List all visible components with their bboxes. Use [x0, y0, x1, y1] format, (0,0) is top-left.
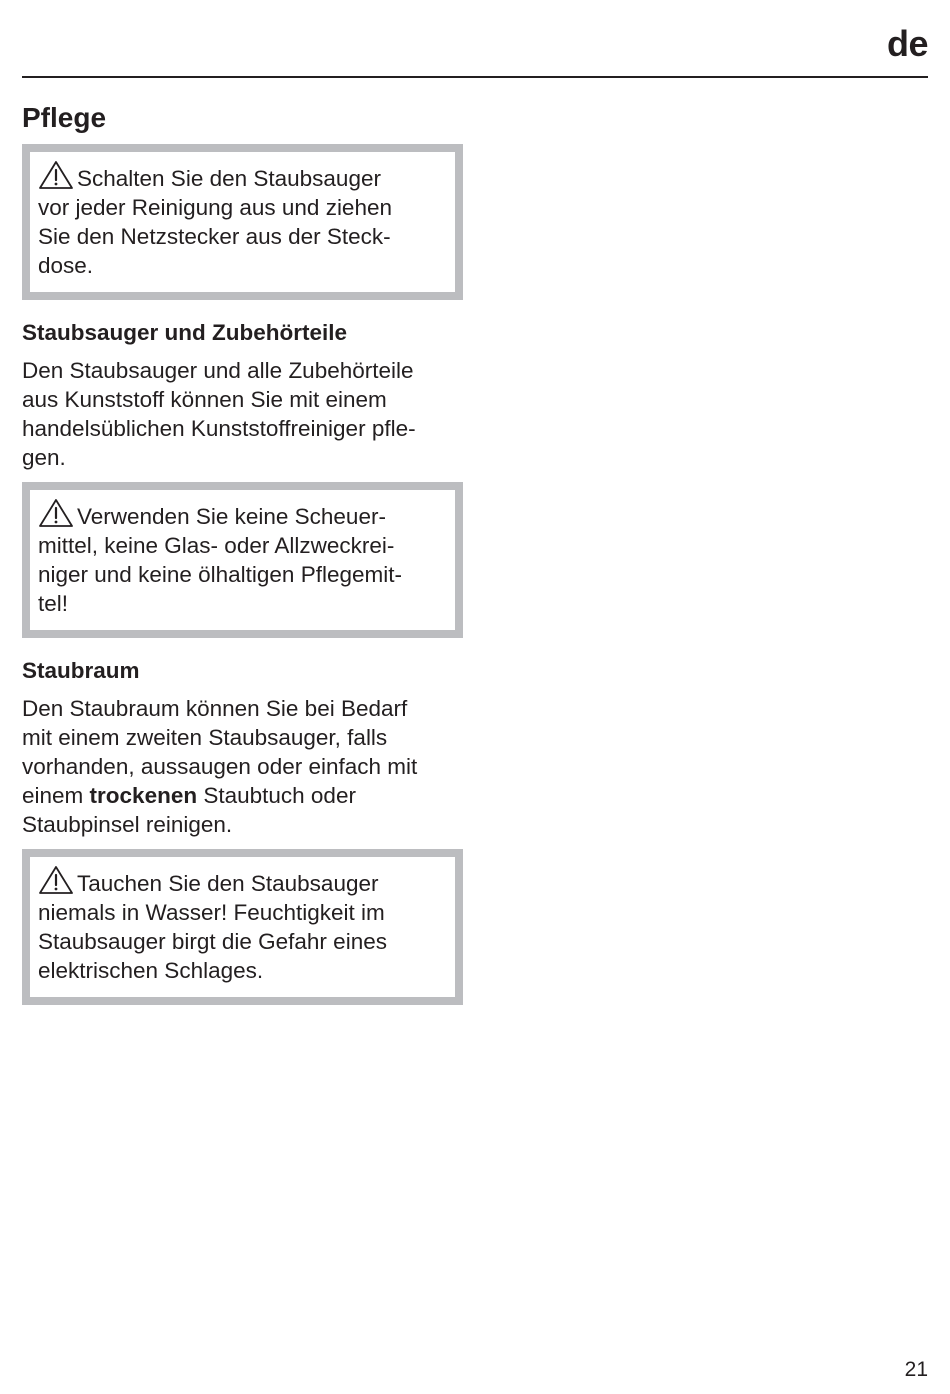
warning-line: niemals in Wasser! Feuchtigkeit im — [38, 900, 385, 925]
warning-line: Schalten Sie den Staubsauger — [77, 166, 381, 191]
warning-line: Staubsauger birgt die Gefahr eines — [38, 929, 387, 954]
section-heading-accessories: Staubsauger und Zubehörteile — [22, 320, 348, 345]
section-heading-dust-compartment: Staubraum — [22, 658, 140, 683]
paragraph-line: mit einem zweiten Staubsauger, falls — [22, 725, 388, 750]
warning-line: elektrischen Schlages. — [38, 958, 264, 983]
warning-box-water — [22, 849, 463, 1005]
warning-line: niger und keine ölhaltigen Pflegemit- — [38, 562, 402, 587]
warning-box-unplug — [22, 144, 463, 300]
warning-line: Sie den Netzstecker aus der Steck- — [38, 224, 391, 249]
care-section — [22, 98, 463, 1023]
language-label: de — [886, 23, 928, 64]
paragraph-line: handelsüblichen Kunststoffreiniger pfle- — [22, 416, 416, 441]
warning-line: Verwenden Sie keine Scheuer- — [77, 504, 386, 529]
paragraph-line: gen. — [22, 445, 66, 470]
page-number: 21 — [904, 1358, 928, 1381]
paragraph-line: einem — [22, 783, 90, 808]
paragraph-dust-compartment — [22, 694, 463, 839]
warning-line: tel! — [38, 591, 69, 616]
warning-line: vor jeder Reinigung aus und ziehen — [38, 195, 392, 220]
paragraph-line: Staubpinsel reinigen. — [22, 812, 233, 837]
paragraph-line: Den Staubsauger und alle Zubehörteile — [22, 358, 414, 383]
paragraph-line: Den Staubraum können Sie bei Bedarf — [22, 696, 408, 721]
warning-triangle-icon — [38, 498, 74, 528]
warning-box-cleaners — [22, 482, 463, 638]
paragraph-line: vorhanden, aussaugen oder einfach mit — [22, 754, 418, 779]
emphasis-dry: trockenen — [89, 783, 198, 808]
paragraph-line: Staubtuch oder — [197, 783, 356, 808]
page-title: Pflege — [22, 102, 107, 133]
paragraph-line: aus Kunststoff können Sie mit einem — [22, 387, 387, 412]
warning-line: mittel, keine Glas- oder Allzweckrei- — [38, 533, 395, 558]
warning-line: Tauchen Sie den Staubsauger — [77, 871, 379, 896]
paragraph-accessories — [22, 356, 463, 472]
header-divider — [22, 76, 928, 78]
warning-triangle-icon — [38, 865, 74, 895]
warning-triangle-icon — [38, 160, 74, 190]
warning-line: dose. — [38, 253, 94, 278]
